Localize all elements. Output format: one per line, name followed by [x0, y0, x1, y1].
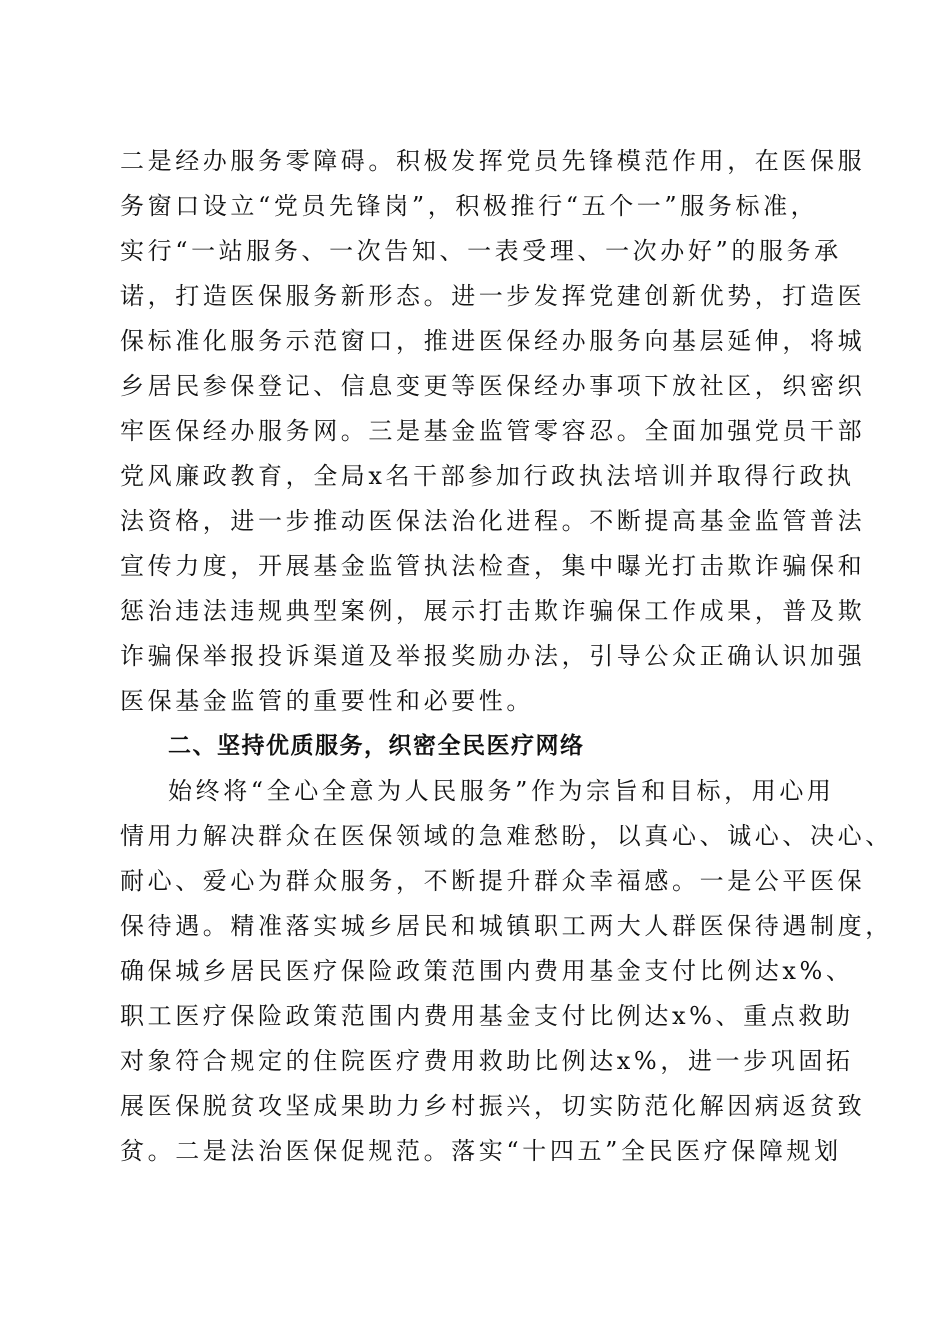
paragraph-line: 宣传力度，开展基金监管执法检查，集中曝光打击欺诈骗保和 — [120, 552, 866, 580]
paragraph-line: 务窗口设立“党员先锋岗”，积极推行“五个一”服务标准， — [120, 192, 819, 220]
paragraph-line: 乡居民参保登记、信息变更等医保经办事项下放社区，织密织 — [120, 372, 866, 400]
paragraph-line: 法资格，进一步推动医保法治化进程。不断提高基金监管普法 — [120, 507, 866, 535]
paragraph-line: 医保基金监管的重要性和必要性。 — [120, 687, 534, 715]
paragraph-line: 党风廉政教育，全局x名干部参加行政执法培训并取得行政执 — [120, 462, 855, 490]
paragraph-line: 职工医疗保险政策范围内费用基金支付比例达x%、重点救助 — [120, 1002, 854, 1030]
paragraph-line: 确保城乡居民医疗保险政策范围内费用基金支付比例达x%、 — [120, 957, 854, 985]
section-heading: 二、坚持优质服务，织密全民医疗网络 — [168, 733, 585, 759]
paragraph-line: 惩治违法违规典型案例，展示打击欺诈骗保工作成果，普及欺 — [120, 597, 866, 625]
paragraph-line: 保待遇。精准落实城乡居民和城镇职工两大人群医保待遇制度， — [120, 912, 893, 940]
paragraph-line: 保标准化服务示范窗口，推进医保经办服务向基层延伸，将城 — [120, 327, 866, 355]
paragraph-line: 贫。二是法治医保促规范。落实“十四五”全民医疗保障规划 — [120, 1137, 842, 1165]
paragraph-line: 展医保脱贫攻坚成果助力乡村振兴，切实防范化解因病返贫致 — [120, 1092, 866, 1120]
paragraph-line: 二是经办服务零障碍。积极发挥党员先锋模范作用，在医保服 — [120, 147, 866, 175]
paragraph-line: 实行“一站服务、一次告知、一表受理、一次办好”的服务承 — [120, 237, 842, 265]
paragraph-line: 耐心、爱心为群众服务，不断提升群众幸福感。一是公平医保 — [120, 867, 866, 895]
paragraph-line: 情用力解决群众在医保领域的急难愁盼，以真心、诚心、决心、 — [120, 822, 893, 850]
paragraph-line: 诈骗保举报投诉渠道及举报奖励办法，引导公众正确认识加强 — [120, 642, 866, 670]
paragraph-line: 诺，打造医保服务新形态。进一步发挥党建创新优势，打造医 — [120, 282, 866, 310]
paragraph-line: 对象符合规定的住院医疗费用救助比例达x%，进一步巩固拓 — [120, 1047, 854, 1075]
paragraph-line: 始终将“全心全意为人民服务”作为宗旨和目标，用心用 — [168, 777, 835, 805]
paragraph-line: 牢医保经办服务网。三是基金监管零容忍。全面加强党员干部 — [120, 417, 866, 445]
